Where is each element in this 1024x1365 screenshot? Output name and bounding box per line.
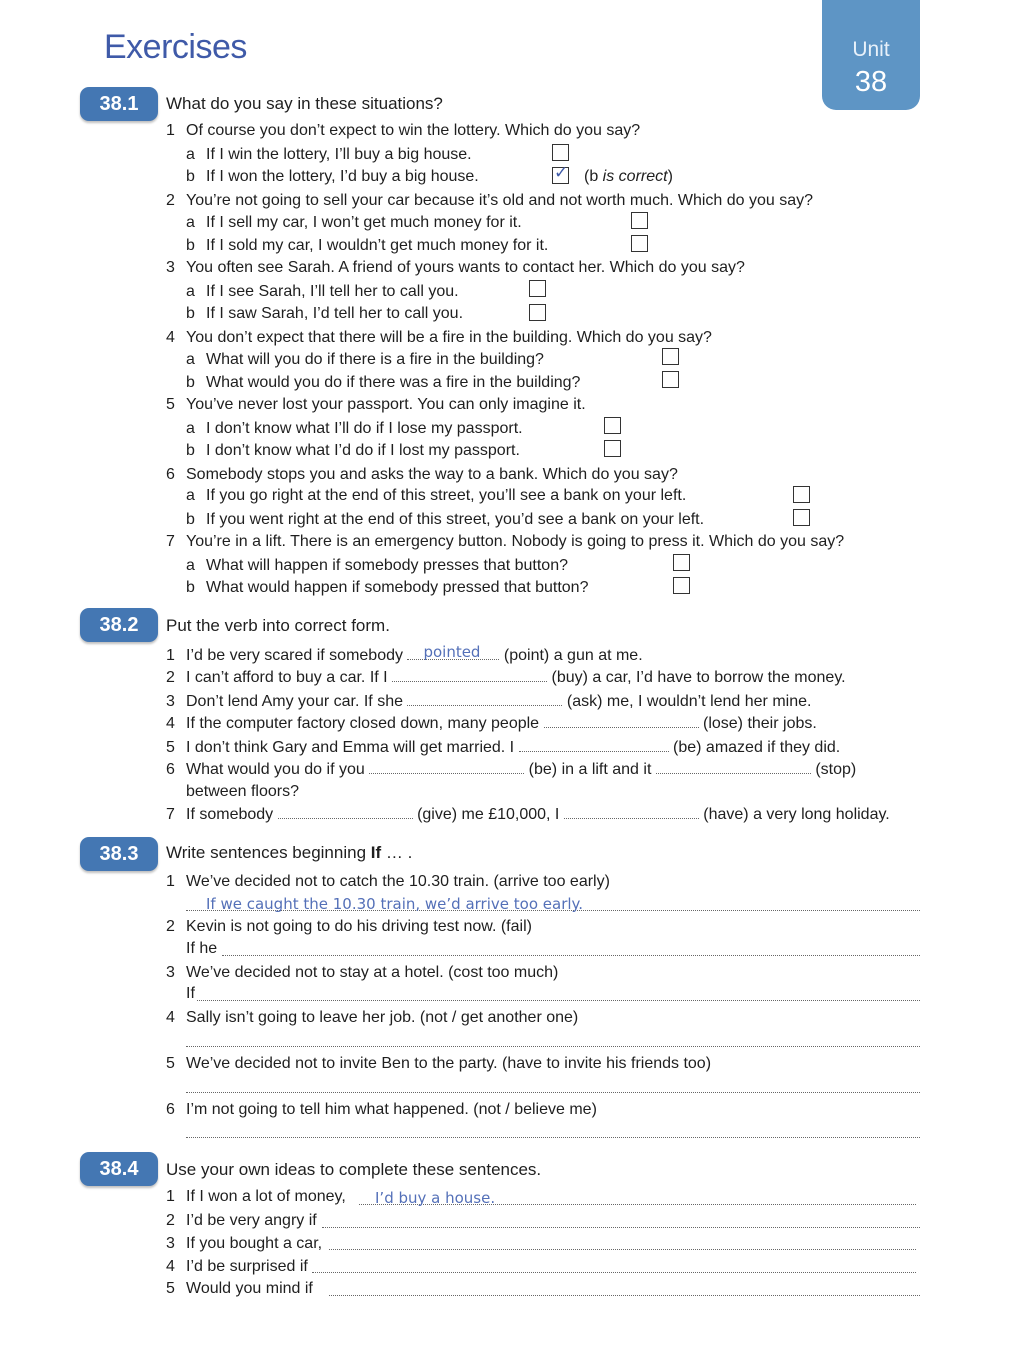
question-2: 2 You’re not going to sell your car because it’s old and not worth much. Which do you say? <box>166 192 814 209</box>
sentence-starter-4: 4 I’d be surprised if <box>166 1258 308 1275</box>
sentence-starter-5: 5 Would you mind if <box>166 1280 313 1297</box>
checkbox-2b[interactable] <box>631 235 648 252</box>
option-b: b What would happen if somebody pressed that button? <box>186 579 589 596</box>
sentence-prompt-2: 2 Kevin is not going to do his driving test now. (fail) <box>166 918 532 935</box>
answer-blank[interactable] <box>407 691 562 706</box>
checkbox-3a[interactable] <box>529 280 546 297</box>
answer-start: If <box>186 985 195 1002</box>
answer-blank[interactable] <box>278 804 413 819</box>
sentence-prompt-3: 3 We’ve decided not to stay at a hotel. (cost too much) <box>166 964 559 981</box>
question-3: 3 You often see Sarah. A friend of yours wants to contact her. Which do you say? <box>166 259 745 276</box>
sentence-prompt-5: 5 We’ve decided not to invite Ben to the party. (have to invite his friends too) <box>166 1055 712 1072</box>
answer-blank[interactable] <box>519 737 669 752</box>
gap-fill-2: 2 I can’t afford to buy a car. If I (buy) a car, I’d have to borrow the money. <box>166 669 846 686</box>
question-1: 1 Of course you don’t expect to win the lottery. Which do you say? <box>166 122 641 139</box>
question-4: 4 You don’t expect that there will be a fire in the building. Which do you say? <box>166 329 712 346</box>
handwritten-answer: I’d buy a house. <box>375 1189 496 1207</box>
checkbox-4a[interactable] <box>662 348 679 365</box>
option-b: b I don’t know what I’d do if I lost my passport. <box>186 442 520 459</box>
answer-line[interactable] <box>186 892 920 911</box>
option-a: a What will happen if somebody presses that button? <box>186 557 568 574</box>
option-b: b If I won the lottery, I’d buy a big house. <box>186 168 479 185</box>
checkbox-2a[interactable] <box>631 212 648 229</box>
exercise-badge-38-1: 38.1 <box>80 87 158 121</box>
answer-blank[interactable] <box>369 759 524 774</box>
answer-line[interactable] <box>222 937 920 956</box>
unit-tab <box>822 0 920 110</box>
gap-fill-3: 3 Don’t lend Amy your car. If she (ask) me, I wouldn’t lend her mine. <box>166 693 812 710</box>
option-a: a If I win the lottery, I’ll buy a big house. <box>186 146 472 163</box>
sentence-starter-1: 1 If I won a lot of money, <box>166 1188 346 1205</box>
exercise-instruction: Use your own ideas to complete these sentences. <box>166 1160 542 1179</box>
answer-line[interactable] <box>329 1231 916 1250</box>
sentence-prompt-6: 6 I’m not going to tell him what happened. (not / believe me) <box>166 1101 597 1118</box>
checkbox-1b-checked[interactable] <box>552 167 569 184</box>
checkbox-3b[interactable] <box>529 304 546 321</box>
answer-blank[interactable] <box>544 713 699 728</box>
exercise-instruction: Put the verb into correct form. <box>166 616 390 635</box>
sentence-starter-3: 3 If you bought a car, <box>166 1235 323 1252</box>
option-a: a If you go right at the end of this street, you’ll see a bank on your left. <box>186 487 687 504</box>
checkbox-5a[interactable] <box>604 417 621 434</box>
option-a: a What will you do if there is a fire in the building? <box>186 351 544 368</box>
exercise-instruction: What do you say in these situations? <box>166 94 443 113</box>
gap-fill-4: 4 If the computer factory closed down, many people (lose) their jobs. <box>166 715 817 732</box>
option-b: b If you went right at the end of this street, you’d see a bank on your left. <box>186 511 705 528</box>
question-6: 6 Somebody stops you and asks the way to a bank. Which do you say? <box>166 466 678 483</box>
option-b: b If I sold my car, I wouldn’t get much money for it. <box>186 237 549 254</box>
page-title: Exercises <box>104 28 247 66</box>
question-5: 5 You’ve never lost your passport. You can only imagine it. <box>166 396 586 413</box>
answer-line[interactable] <box>329 1277 920 1296</box>
gap-fill-5: 5 I don’t think Gary and Emma will get married. I (be) amazed if they did. <box>166 739 841 756</box>
sentence-prompt-4: 4 Sally isn’t going to leave her job. (not / get another one) <box>166 1009 579 1026</box>
option-a: a If I sell my car, I won’t get much money for it. <box>186 214 522 231</box>
checkbox-6b[interactable] <box>793 509 810 526</box>
example-note: (b is correct) <box>584 168 673 185</box>
answer-blank[interactable] <box>564 804 699 819</box>
option-b: b If I saw Sarah, I’d tell her to call you. <box>186 305 464 322</box>
unit-label: Unit <box>852 38 890 61</box>
answer-line[interactable] <box>186 1074 920 1093</box>
answer-start: If he <box>186 940 218 957</box>
checkbox-7a[interactable] <box>673 554 690 571</box>
sentence-prompt-1: 1 We’ve decided not to catch the 10.30 train. (arrive too early) <box>166 873 610 890</box>
answer-blank[interactable] <box>407 645 499 660</box>
checkbox-7b[interactable] <box>673 577 690 594</box>
handwritten-answer: If we caught the 10.30 train, we’d arrive too early. <box>206 895 584 913</box>
gap-fill-7: 7 If somebody (give) me £10,000, I (have) a very long holiday. <box>166 806 890 823</box>
answer-line[interactable] <box>359 1186 916 1205</box>
checkbox-1a[interactable] <box>552 144 569 161</box>
checkbox-4b[interactable] <box>662 371 679 388</box>
gap-fill-6-continuation: between floors? <box>186 783 299 800</box>
option-a: a If I see Sarah, I’ll tell her to call you. <box>186 283 459 300</box>
answer-blank[interactable] <box>656 759 811 774</box>
option-a: a I don’t know what I’ll do if I lose my passport. <box>186 420 523 437</box>
option-b: b What would you do if there was a fire in the building? <box>186 374 581 391</box>
exercise-badge-38-3: 38.3 <box>80 837 158 871</box>
answer-line[interactable] <box>186 1028 920 1047</box>
exercise-badge-38-4: 38.4 <box>80 1152 158 1186</box>
exercise-badge-38-2: 38.2 <box>80 608 158 642</box>
gap-fill-6: 6 What would you do if you (be) in a lift and it (stop) <box>166 761 857 778</box>
exercise-instruction: Write sentences beginning If … . <box>166 843 413 862</box>
handwritten-answer: pointed <box>423 643 481 661</box>
gap-fill-1: 1 I’d be very scared if somebody pointed (point) a gun at me. <box>166 643 643 664</box>
answer-line[interactable] <box>322 1209 920 1228</box>
unit-number: 38 <box>854 66 888 98</box>
answer-blank[interactable] <box>392 667 547 682</box>
answer-line[interactable] <box>186 1119 920 1138</box>
sentence-starter-2: 2 I’d be very angry if <box>166 1212 317 1229</box>
answer-line[interactable] <box>312 1254 916 1273</box>
checkbox-6a[interactable] <box>793 486 810 503</box>
question-7: 7 You’re in a lift. There is an emergency button. Nobody is going to press it. Which do you say? <box>166 533 845 550</box>
checkbox-5b[interactable] <box>604 440 621 457</box>
answer-line[interactable] <box>197 982 920 1001</box>
